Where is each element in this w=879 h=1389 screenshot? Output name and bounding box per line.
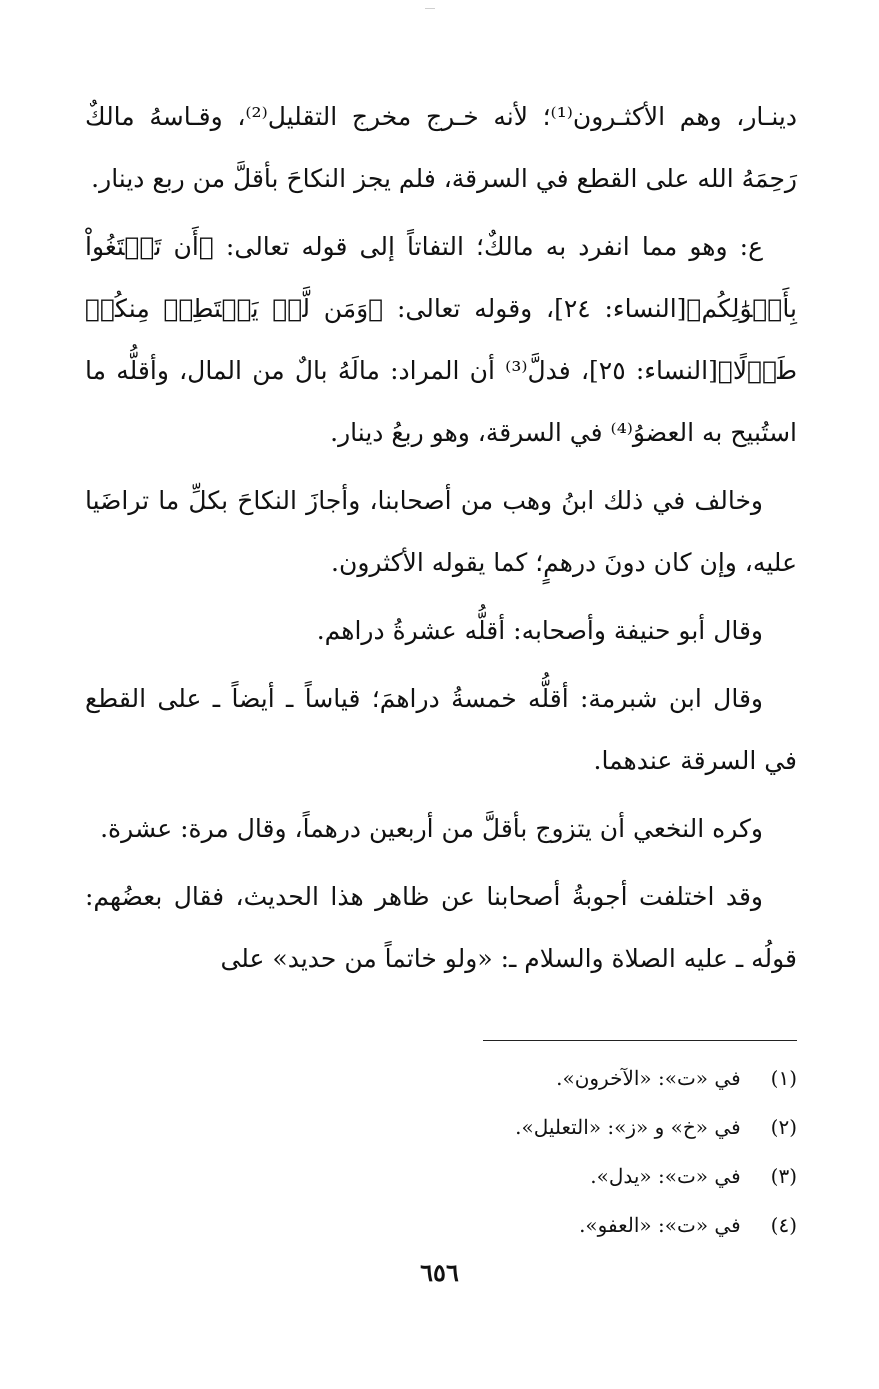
paragraph-3: وخالف في ذلك ابنُ وهب من أصحابنا، وأجازَ النكاحَ بكلِّ ما تراضَيا عليه، وإن كان دونَ درهمٍ؛ كما يقوله الأكثرون. (85, 486, 797, 577)
footnote-1 (85, 1054, 797, 1103)
footnote-number: (١) (770, 1066, 797, 1090)
footnote-number: (٣) (770, 1164, 797, 1188)
footnote-3 (85, 1152, 797, 1201)
paragraph-5: وقال ابن شبرمة: أقلُّه خمسةُ دراهمَ؛ قياساً ـ أيضاً ـ على القطع في السرقة عندهما. (85, 684, 797, 775)
footnote-divider (483, 1040, 797, 1041)
scan-mark (425, 8, 435, 9)
footnote-text: في «خ» و «ز»: «التعليل». (515, 1115, 741, 1139)
page-number: ٦٥٦ (420, 1258, 459, 1287)
paragraph-1: دينـار، وهم الأكثـرون⁽¹⁾؛ لأنه خـرج مخرج التقليل⁽²⁾، وقـاسهُ مالكٌ رَحِمَهُ الله على القطع في السرقة، فلم يجز النكاحَ بأقلَّ من ربع دينار. (85, 102, 797, 193)
footnote-number: (٢) (770, 1115, 797, 1139)
footnote-2 (85, 1103, 797, 1152)
footnote-text: في «ت»: «يدل». (590, 1164, 741, 1188)
footnote-4 (85, 1201, 797, 1250)
main-text (85, 86, 797, 996)
paragraph-2: ع: وهو مما انفرد به مالكٌ؛ التفاتاً إلى قوله تعالى: ﴿أَن تَبۡتَغُواْ بِأَمۡوَٰلِكُم﴾[النساء: ٢٤]، وقوله تعالى: ﴿وَمَن لَّمۡ يَسۡتَطِعۡ مِنكُمۡ طَوۡلًا﴾[النساء: ٢٥]، فدلَّ⁽³⁾ أن المراد: مالَهُ بالٌ من المال، وأقلُّه ما استُبيح به العضوُ⁽⁴⁾ في السرقة، وهو ربعُ دينار. (85, 232, 797, 447)
footnote-number: (٤) (770, 1213, 797, 1237)
paragraph-7: وقد اختلفت أجوبةُ أصحابنا عن ظاهر هذا الحديث، فقال بعضُهم: قولُه ـ عليه الصلاة والسلام ـ: «ولو خاتماً من حديد» على (85, 882, 797, 973)
footnote-text: في «ت»: «العفو». (579, 1213, 741, 1237)
paragraph-4: وقال أبو حنيفة وأصحابه: أقلُّه عشرةُ دراهم. (316, 616, 763, 645)
footnotes (85, 1054, 797, 1250)
footnote-text: في «ت»: «الآخرون». (556, 1066, 741, 1090)
paragraph-6: وكره النخعي أن يتزوج بأقلَّ من أربعين درهماً، وقال مرة: عشرة. (100, 814, 763, 843)
